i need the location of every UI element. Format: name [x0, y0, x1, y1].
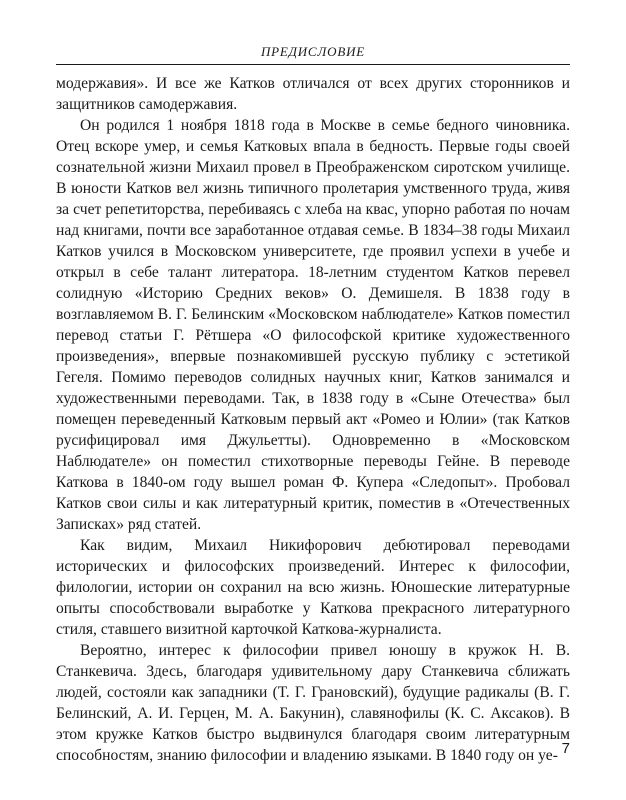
- paragraph: Вероятно, интерес к философии привел юношу в кружок Н. В. Станкевича. Здесь, благодаря удивительному дару Станкевича сближать людей, состояли как западники (Т. Г. Грановский), будущие радикалы (В. Г. Белинский, А. И. Герцен, М. А. Бакунин), славянофилы (К. С. Аксаков). В этом кружке Катков быстро выдвинулся благодаря своим литературным способностям, знанию философии и владению языками. В 1840 году он уе-: [56, 642, 570, 764]
- paragraph: Как видим, Михаил Никифорович дебютировал переводами исторических и философских произведений. Интерес к философии, филологии, истории он сохранил на всю жизнь. Юношеские литературные опыты способствовали выработке у Каткова прекрасного литературного стиля, ставшего визитной карточкой Каткова-журналиста.: [56, 537, 570, 638]
- running-header: ПРЕДИСЛОВИЕ: [260, 44, 366, 59]
- body-text: [56, 73, 570, 766]
- paragraph-continued: модержавия». И все же Катков отличался от всех других сторонников и защитников самодержавия.: [56, 75, 570, 113]
- header-rule: [56, 64, 570, 65]
- paragraph: Он родился 1 ноября 1818 года в Москве в семье бедного чиновника. Отец вскоре умер, и семья Катковых впала в бедность. Первые годы своей сознательной жизни Михаил провел в Преображенском сиротском училище. В юности Катков вел жизнь типичного пролетария умственного труда, живя за счет репетиторства, перебиваясь с хлеба на квас, упорно работая по ночам над книгами, почти все заработанное отдавая семье. В 1834–38 годы Михаил Катков учился в Московском университете, где проявил успехи в учебе и открыл в себе талант литератора. 18-летним студентом Катков перевел солидную «Историю Средних веков» О. Демишеля. В 1838 году в возглавляемом В. Г. Белинским «Московском наблюдателе» Катков поместил перевод статьи Г. Рётшера «О философской критике художественного произведения», впервые познакомившей русскую публику с эстетикой Гегеля. Помимо переводов солидных научных книг, Катков занимался и художественными переводами. Так, в 1838 году в «Сыне Отечества» был помещен переведенный Катковым первый акт «Ромео и Юлии» (так Катков русифицировал имя Джульетты). Одновременно в «Московском Наблюдателе» он поместил стихотворные переводы Гейне. В переводе Каткова в 1840-ом году вышел роман Ф. Купера «Следопыт». Пробовал Катков свои силы и как литературный критик, поместив в «Отечественных Записках» ряд статей.: [56, 117, 570, 533]
- page-number: 7: [561, 740, 570, 757]
